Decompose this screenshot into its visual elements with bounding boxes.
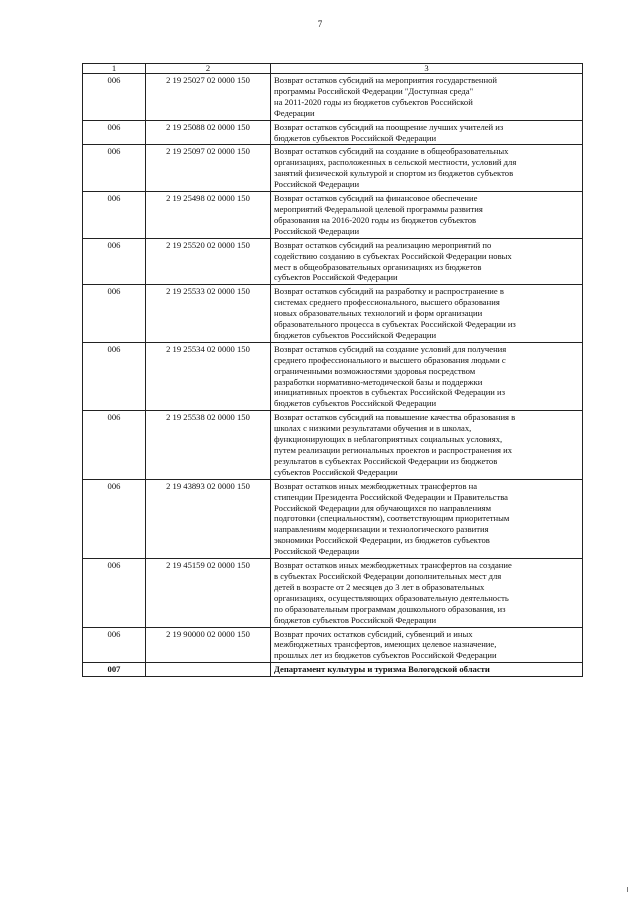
budget-codes-table — [82, 63, 583, 677]
table-row — [83, 238, 583, 285]
description-line: Возврат остатков субсидий на создание в общеобразовательных — [274, 146, 509, 157]
description-line: системах среднего профессионального, высшего образования — [274, 297, 500, 308]
column-header-1: 1 — [83, 64, 146, 74]
description-line: результатов в субъектах Российской Федерации из бюджетов — [274, 455, 498, 466]
budget-classification-code-cell: 2 19 25538 02 0000 150 — [146, 411, 271, 479]
table-row — [83, 342, 583, 410]
description-cell — [271, 411, 583, 479]
description-cell — [271, 145, 583, 192]
admin-code-cell: 007 — [83, 663, 146, 677]
description-line: Российской Федерации — [274, 546, 360, 557]
table-row — [83, 285, 583, 343]
admin-code-cell: 006 — [83, 411, 146, 479]
table-row — [83, 120, 583, 145]
description-line: стипендии Президента Российской Федерации и Правительства — [274, 491, 508, 502]
description-line: Возврат остатков субсидий на финансовое обеспечение — [274, 193, 478, 204]
description-line: бюджетов субъектов Российской Федерации — [274, 329, 437, 340]
table-body — [83, 74, 583, 677]
budget-classification-code-cell: 2 19 25534 02 0000 150 — [146, 342, 271, 410]
description-line: Возврат остатков субсидий на поощрение лучших учителей из — [274, 121, 504, 132]
description-line: новых образовательных технологий и форм организации — [274, 308, 483, 319]
budget-classification-code-cell — [146, 663, 271, 677]
description-line: бюджетов субъектов Российской Федерации — [274, 614, 437, 625]
budget-classification-code-cell: 2 19 25498 02 0000 150 — [146, 192, 271, 239]
description-cell — [271, 559, 583, 627]
budget-classification-code-cell: 2 19 25088 02 0000 150 — [146, 120, 271, 145]
description-line: среднего профессионального и высшего образования людьми с — [274, 354, 506, 365]
description-line: занятий физической культурой и спортом из бюджетов субъектов — [274, 168, 514, 179]
table-row — [83, 192, 583, 239]
table-row — [83, 411, 583, 479]
description-line: мест в общеобразовательных организациях из бюджетов — [274, 261, 482, 272]
description-cell — [271, 663, 583, 677]
admin-code-cell: 006 — [83, 627, 146, 663]
description-line: в субъектах Российской Федерации дополнительных мест для — [274, 570, 502, 581]
description-line: организациях, осуществляющих образовательную деятельность — [274, 592, 509, 603]
admin-code-cell: 006 — [83, 285, 146, 343]
description-cell — [271, 342, 583, 410]
description-line: Российской Федерации — [274, 225, 360, 236]
description-line: бюджетов субъектов Российской Федерации — [274, 132, 437, 143]
table-row — [83, 74, 583, 121]
description-line: Возврат остатков субсидий на разработку и распространение в — [274, 286, 504, 297]
description-cell — [271, 479, 583, 558]
budget-classification-code-cell: 2 19 25027 02 0000 150 — [146, 74, 271, 121]
description-line: на 2011-2020 годы из бюджетов субъектов Российской — [274, 96, 473, 107]
admin-code-cell: 006 — [83, 145, 146, 192]
description-line: детей в возрасте от 2 месяцев до 3 лет в образовательных — [274, 581, 485, 592]
table-row — [83, 145, 583, 192]
description-line: по образовательным программам дошкольного образования, из — [274, 603, 506, 614]
description-cell — [271, 192, 583, 239]
description-line: Возврат остатков иных межбюджетных трансфертов на — [274, 480, 478, 491]
column-header-3: 3 — [271, 64, 583, 74]
scan-edge-mark — [627, 887, 628, 892]
description-line: содействию созданию в субъектах Российской Федерации новых — [274, 250, 512, 261]
budget-classification-code-cell: 2 19 25533 02 0000 150 — [146, 285, 271, 343]
description-line: ограниченными возможностями здоровья посредством — [274, 365, 476, 376]
description-line: Российской Федерации — [274, 179, 360, 190]
table-row — [83, 559, 583, 627]
admin-code-cell: 006 — [83, 559, 146, 627]
admin-code-cell: 006 — [83, 74, 146, 121]
description-line: Возврат остатков субсидий на создание условий для получения — [274, 343, 507, 354]
admin-code-cell: 006 — [83, 342, 146, 410]
description-line: бюджетов субъектов Российской Федерации — [274, 398, 437, 409]
description-line: экономики Российской Федерации, из бюджетов субъектов — [274, 535, 490, 546]
description-line: Возврат остатков субсидий на реализацию мероприятий по — [274, 239, 492, 250]
budget-classification-code-cell: 2 19 45159 02 0000 150 — [146, 559, 271, 627]
column-header-2: 2 — [146, 64, 271, 74]
budget-classification-code-cell: 2 19 25097 02 0000 150 — [146, 145, 271, 192]
description-line: Возврат остатков субсидий на повышение качества образования в — [274, 412, 516, 423]
description-line: образовательного процесса в субъектах Российской Федерации из — [274, 319, 516, 330]
budget-classification-code-cell: 2 19 25520 02 0000 150 — [146, 238, 271, 285]
description-cell — [271, 120, 583, 145]
description-cell — [271, 74, 583, 121]
description-line: подготовки (специальностям), соответствующим приоритетным — [274, 513, 510, 524]
budget-classification-code-cell: 2 19 43893 02 0000 150 — [146, 479, 271, 558]
description-line: межбюджетных трансфертов, имеющих целевое назначение, — [274, 639, 497, 650]
budget-classification-code-cell: 2 19 90000 02 0000 150 — [146, 627, 271, 663]
description-line: образования на 2016-2020 годы из бюджетов субъектов — [274, 214, 477, 225]
description-line: инициативных проектов в субъектах Российской Федерации из — [274, 387, 506, 398]
description-line: разработки нормативно-методической базы и поддержки — [274, 376, 483, 387]
description-line: субъектов Российской Федерации — [274, 466, 398, 477]
admin-code-cell: 006 — [83, 120, 146, 145]
description-line: Департамент культуры и туризма Вологодской области — [274, 664, 490, 675]
description-line: направлениям модернизации и технологического развития — [274, 524, 489, 535]
description-cell — [271, 238, 583, 285]
description-line: функционирующих в неблагоприятных социальных условиях, — [274, 434, 503, 445]
description-line: мероприятий Федеральной целевой программы развития — [274, 203, 483, 214]
admin-code-cell: 006 — [83, 238, 146, 285]
table-header-row — [83, 64, 583, 74]
description-line: Возврат остатков иных межбюджетных трансфертов на создание — [274, 560, 512, 571]
description-line: субъектов Российской Федерации — [274, 272, 398, 283]
page-number: 7 — [317, 19, 323, 29]
description-line: организациях, расположенных в сельской местности, условий для — [274, 157, 517, 168]
description-line: программы Российской Федерации "Доступная среда" — [274, 85, 474, 96]
description-cell — [271, 627, 583, 663]
description-line: Федерации — [274, 107, 315, 118]
description-line: путем реализации региональных проектов и распространения их — [274, 445, 513, 455]
description-line: Возврат прочих остатков субсидий, субвенций и иных — [274, 628, 473, 639]
table-row — [83, 663, 583, 677]
description-cell — [271, 285, 583, 343]
admin-code-cell: 006 — [83, 192, 146, 239]
description-line: Возврат остатков субсидий на мероприятия государственной — [274, 75, 497, 85]
description-line: школах с низкими результатами обучения и в школах, — [274, 423, 472, 434]
admin-code-cell: 006 — [83, 479, 146, 558]
description-line: прошлых лет из бюджетов субъектов Российской Федерации — [274, 650, 497, 661]
description-line: Российской Федерации для обучающихся по направлениям — [274, 502, 492, 513]
table-row — [83, 627, 583, 663]
table-row — [83, 479, 583, 558]
